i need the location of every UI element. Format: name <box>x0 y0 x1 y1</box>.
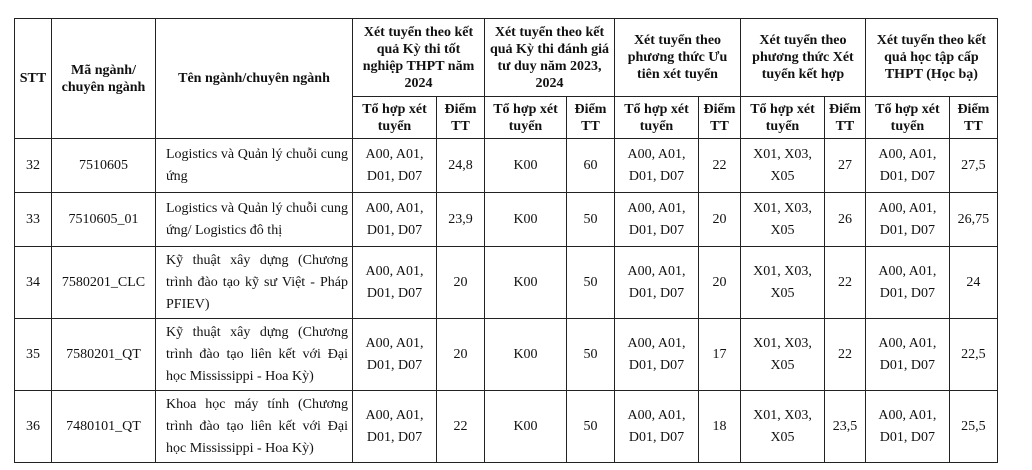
cell-m1-combo: A00, A01, D01, D07 <box>353 193 437 247</box>
cell-m3-score: 20 <box>699 247 741 319</box>
cell-m1-combo: A00, A01, D01, D07 <box>353 247 437 319</box>
cell-m4-combo: X01, X03, X05 <box>741 319 825 391</box>
cell-m5-combo: A00, A01, D01, D07 <box>865 193 949 247</box>
table-row <box>15 139 998 193</box>
cell-m3-score: 17 <box>699 319 741 391</box>
cell-code: 7480101_QT <box>52 391 156 463</box>
cell-m1-score: 22 <box>437 391 485 463</box>
table-row <box>15 247 998 319</box>
cell-m2-score: 50 <box>567 193 615 247</box>
header-combo: Tổ hợp xét tuyển <box>741 97 825 139</box>
header-method-2: Xét tuyển theo kết quả Kỳ thi đánh giá tư duy năm 2023, 2024 <box>485 19 615 97</box>
cell-m1-score: 20 <box>437 319 485 391</box>
header-name: Tên ngành/chuyên ngành <box>156 19 353 139</box>
header-combo: Tổ hợp xét tuyển <box>353 97 437 139</box>
cell-m4-combo: X01, X03, X05 <box>741 139 825 193</box>
cell-m2-combo: K00 <box>485 319 567 391</box>
cell-stt: 33 <box>15 193 52 247</box>
cell-m4-score: 22 <box>825 247 866 319</box>
cell-m1-combo: A00, A01, D01, D07 <box>353 319 437 391</box>
cell-m2-combo: K00 <box>485 247 567 319</box>
cell-m3-combo: A00, A01, D01, D07 <box>615 391 699 463</box>
cell-m3-combo: A00, A01, D01, D07 <box>615 247 699 319</box>
cell-m2-score: 50 <box>567 319 615 391</box>
cell-name: Kỹ thuật xây dựng (Chương trình đào tạo liên kết với Đại học Mississippi - Hoa Kỳ) <box>156 319 353 391</box>
header-combo: Tổ hợp xét tuyển <box>485 97 567 139</box>
cell-m2-combo: K00 <box>485 193 567 247</box>
cell-name: Khoa học máy tính (Chương trình đào tạo liên kết với Đại học Mississippi - Hoa Kỳ) <box>156 391 353 463</box>
cell-stt: 34 <box>15 247 52 319</box>
header-method-3: Xét tuyển theo phương thức Ưu tiên xét tuyển <box>615 19 741 97</box>
cell-m5-score: 24 <box>949 247 997 319</box>
cell-m1-combo: A00, A01, D01, D07 <box>353 139 437 193</box>
cell-m2-score: 50 <box>567 391 615 463</box>
header-code: Mã ngành/ chuyên ngành <box>52 19 156 139</box>
cell-m4-combo: X01, X03, X05 <box>741 193 825 247</box>
cell-stt: 35 <box>15 319 52 391</box>
cell-m5-combo: A00, A01, D01, D07 <box>865 391 949 463</box>
cell-m4-combo: X01, X03, X05 <box>741 247 825 319</box>
cell-m2-score: 60 <box>567 139 615 193</box>
cell-name: Kỹ thuật xây dựng (Chương trình đào tạo kỹ sư Việt - Pháp PFIEV) <box>156 247 353 319</box>
header-row-main <box>15 19 998 97</box>
cell-m1-score: 24,8 <box>437 139 485 193</box>
cell-name: Logistics và Quản lý chuỗi cung ứng <box>156 139 353 193</box>
admission-scores-table <box>14 18 998 463</box>
header-combo: Tổ hợp xét tuyển <box>865 97 949 139</box>
cell-m1-combo: A00, A01, D01, D07 <box>353 391 437 463</box>
header-method-4: Xét tuyển theo phương thức Xét tuyển kết hợp <box>741 19 866 97</box>
header-stt: STT <box>15 19 52 139</box>
table-row <box>15 391 998 463</box>
header-score: Điểm TT <box>949 97 997 139</box>
cell-code: 7580201_QT <box>52 319 156 391</box>
cell-m4-score: 23,5 <box>825 391 866 463</box>
cell-m1-score: 23,9 <box>437 193 485 247</box>
admission-table-wrapper <box>14 18 998 463</box>
cell-m3-score: 18 <box>699 391 741 463</box>
cell-m1-score: 20 <box>437 247 485 319</box>
cell-name: Logistics và Quản lý chuỗi cung ứng/ Logistics đô thị <box>156 193 353 247</box>
header-score: Điểm TT <box>567 97 615 139</box>
header-score: Điểm TT <box>699 97 741 139</box>
cell-m3-score: 22 <box>699 139 741 193</box>
cell-m5-score: 22,5 <box>949 319 997 391</box>
cell-m4-score: 26 <box>825 193 866 247</box>
cell-m2-combo: K00 <box>485 391 567 463</box>
cell-m5-score: 25,5 <box>949 391 997 463</box>
cell-m3-score: 20 <box>699 193 741 247</box>
cell-m5-combo: A00, A01, D01, D07 <box>865 319 949 391</box>
cell-m3-combo: A00, A01, D01, D07 <box>615 139 699 193</box>
cell-code: 7580201_CLC <box>52 247 156 319</box>
cell-m2-combo: K00 <box>485 139 567 193</box>
header-combo: Tổ hợp xét tuyển <box>615 97 699 139</box>
table-row <box>15 193 998 247</box>
cell-m2-score: 50 <box>567 247 615 319</box>
cell-m5-score: 27,5 <box>949 139 997 193</box>
cell-m4-score: 27 <box>825 139 866 193</box>
cell-stt: 36 <box>15 391 52 463</box>
header-method-1: Xét tuyển theo kết quả Kỳ thi tốt nghiệp THPT năm 2024 <box>353 19 485 97</box>
cell-code: 7510605 <box>52 139 156 193</box>
cell-m5-combo: A00, A01, D01, D07 <box>865 139 949 193</box>
cell-m5-score: 26,75 <box>949 193 997 247</box>
header-method-5: Xét tuyển theo kết quả học tập cấp THPT (Học bạ) <box>865 19 997 97</box>
header-score: Điểm TT <box>437 97 485 139</box>
cell-stt: 32 <box>15 139 52 193</box>
cell-m4-score: 22 <box>825 319 866 391</box>
cell-m3-combo: A00, A01, D01, D07 <box>615 319 699 391</box>
table-row <box>15 319 998 391</box>
cell-m5-combo: A00, A01, D01, D07 <box>865 247 949 319</box>
cell-m4-combo: X01, X03, X05 <box>741 391 825 463</box>
cell-code: 7510605_01 <box>52 193 156 247</box>
cell-m3-combo: A00, A01, D01, D07 <box>615 193 699 247</box>
header-score: Điểm TT <box>825 97 866 139</box>
